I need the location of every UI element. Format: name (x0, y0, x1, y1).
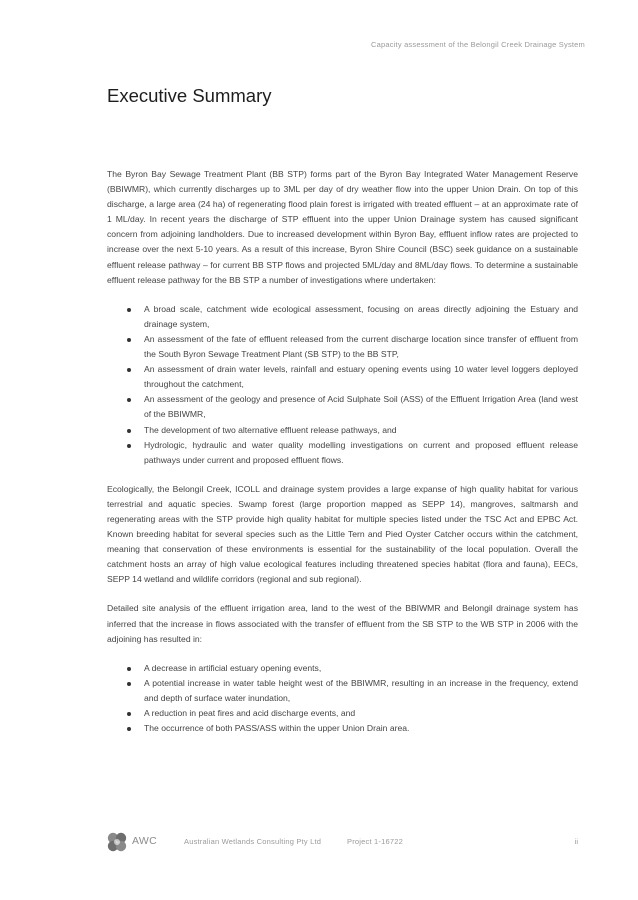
document-body (107, 167, 578, 736)
list-item: An assessment of the geology and presence of Acid Sulphate Soil (ASS) of the Effluent Irrigation Area (land west of the BBIWMR, (144, 392, 578, 422)
paragraph-site-analysis: Detailed site analysis of the effluent irrigation area, land to the west of the BBIWMR and Belongil drainage system has inferred that the increase in flows associated with the transfer of effluent from the SB STP to the WB STP in 2006 with the adjoining has resulted in: (107, 603, 578, 644)
list-item: A reduction in peat fires and acid discharge events, and (144, 706, 578, 721)
page-footer (105, 830, 580, 854)
page-title: Executive Summary (107, 85, 272, 106)
paragraph-ecology: Ecologically, the Belongil Creek, ICOLL and drainage system provides a large expanse of high quality habitat for various terrestrial and aquatic species. Swamp forest (large proportion mapped as SEPP 14), mangroves, saltmarsh and regenerating areas with the STP provide high quality habitat for multiple species listed under the TSC Act and EPBC Act. Known breeding habitat for several species such as the Little Tern and Pied Oyster Catcher occurs within the catchment, meaning that conservation of these environments is essential for the sustainability of the local population. Overall the catchment hosts an array of high value ecological features including threatened species habitat (flora and fauna), EECs, SEPP 14 wetland and wildlife corridors (regional and sub regional). (107, 483, 578, 585)
list-item: Hydrologic, hydraulic and water quality modelling investigations on current and proposed effluent release pathways under current and proposed effluent flows. (144, 438, 578, 468)
list-item: A potential increase in water table height west of the BBIWMR, resulting in an increase in the frequency, extend and depth of surface water inundation, (144, 676, 578, 706)
list-item: A decrease in artificial estuary opening events, (144, 661, 578, 676)
awc-logo-icon (105, 830, 129, 854)
list-item: The occurrence of both PASS/ASS within the upper Union Drain area. (144, 721, 578, 736)
list-item: An assessment of drain water levels, rainfall and estuary opening events using 10 water level loggers deployed throughout the catchment, (144, 362, 578, 392)
list-item: The development of two alternative effluent release pathways, and (144, 423, 578, 438)
running-header: Capacity assessment of the Belongil Creek Drainage System (371, 40, 585, 49)
investigations-list (107, 302, 578, 468)
company-name: Australian Wetlands Consulting Pty Ltd (184, 837, 322, 846)
results-list (107, 661, 578, 736)
paragraph-intro: The Byron Bay Sewage Treatment Plant (BB STP) forms part of the Byron Bay Integrated Water Management Reserve (BBIWMR), which currently discharges up to 3ML per day of dry weather flow into the upper Union Drain. On top of this discharge, a large area (24 ha) of regenerating flood plain forest is irrigated with treated effluent – at an approximate rate of 1 ML/day. In recent years the discharge of STP effluent into the upper Union Drainage system has caused significant concern from adjoining landholders. Due to increased development within Byron Bay, effluent inflow rates are projected to increase over the next 5-10 years. As a result of this increase, Byron Shire Council (BSC) seek guidance on a sustainable effluent release pathway – for current BB STP flows and projected 5ML/day and 8ML/day flows. To determine a sustainable effluent release pathway for the BB STP a number of investigations where undertaken: (107, 169, 578, 285)
page-number: ii (574, 837, 578, 846)
list-item: An assessment of the fate of effluent released from the current discharge location since transfer of effluent from the South Byron Sewage Treatment Plant (SB STP) to the BB STP, (144, 332, 578, 362)
list-item: A broad scale, catchment wide ecological assessment, focusing on areas directly adjoining the Estuary and drainage system, (144, 302, 578, 332)
project-number: Project 1-16722 (347, 837, 403, 846)
logo-wordmark: AWC (132, 835, 158, 847)
